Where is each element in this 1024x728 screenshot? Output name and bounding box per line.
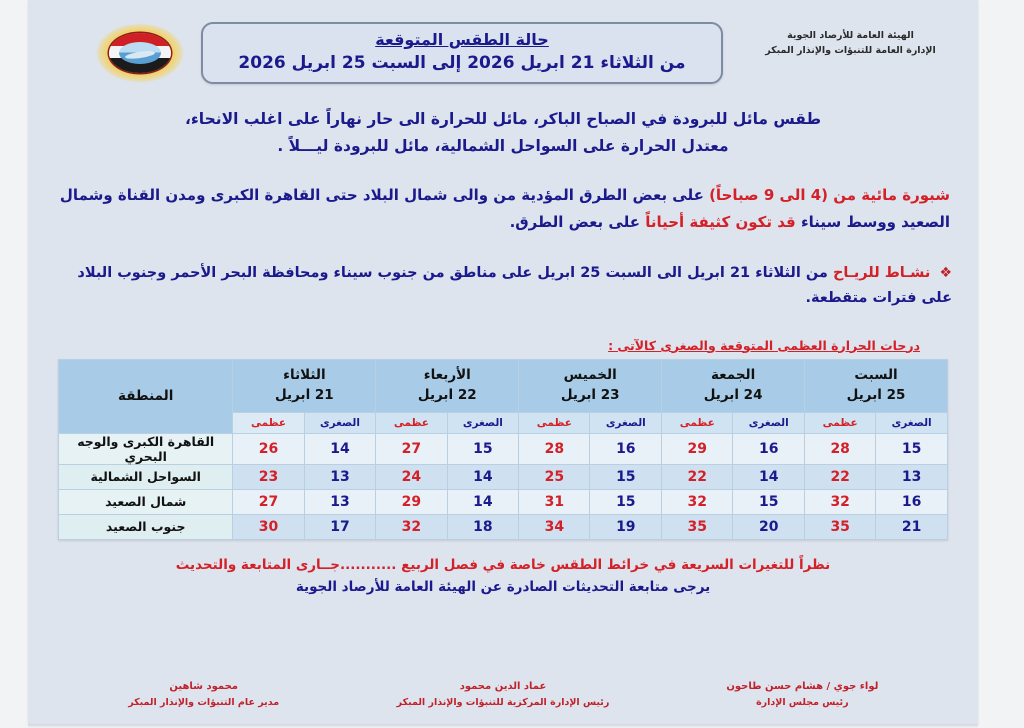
cell-min: 20: [733, 514, 805, 539]
signature-name: محمود شاهين: [169, 680, 238, 692]
footer-notes: [50, 554, 956, 600]
cell-max: 26: [233, 433, 304, 464]
day-date: 25 ابريل: [846, 386, 906, 403]
fog-paragraph-text: على بعض الطرق المؤدية من والى شمال البلاد حتى القاهرة الكبرى ومدن القناة وشمال الصعيد ووسط سيناء: [59, 186, 950, 231]
cell-max: 27: [233, 489, 304, 514]
wind-paragraph-text: من الثلاثاء 21 ابريل الى السبت 25 ابريل على مناطق من جنوب سيناء ومحافظة البحر الأحمر وجنوب البلاد على فترات متقطعة.: [77, 264, 952, 307]
day-header-thursday: [519, 359, 662, 412]
cell-min: 13: [304, 464, 376, 489]
title-box: [201, 22, 723, 84]
general-weather-line-2: معتدل الحرارة على السواحل الشمالية، مائل للبرودة ليـــلاً .: [277, 137, 729, 156]
cell-max: 24: [376, 464, 447, 489]
region-label: السواحل الشمالية: [59, 464, 233, 489]
region-label: شمال الصعيد: [59, 489, 233, 514]
cell-max: 34: [519, 514, 590, 539]
egypt-meteorological-authority-logo-icon: [92, 22, 188, 84]
cell-min: 14: [304, 433, 376, 464]
day-name: الخميس: [563, 366, 617, 383]
fog-paragraph-tail: على بعض الطرق.: [509, 212, 640, 231]
sub-header-min-tuesday: الصغرى: [304, 412, 376, 433]
day-header-tuesday: [233, 359, 376, 412]
signature-chairman: [653, 679, 952, 710]
diamond-bullet-icon: ❖: [939, 264, 952, 281]
day-date: 21 ابريل: [274, 386, 334, 403]
temperature-table-caption: درجات الحرارة العظمى المتوقعة والصغرى كالآتى :: [608, 337, 920, 353]
fog-time-highlight: شبورة مائية من (4 الى 9 صباحاً): [709, 186, 950, 205]
cell-max: 22: [805, 464, 876, 489]
signature-name: لواء جوي / هشام حسن طاحون: [726, 680, 879, 692]
organization-line-1: الهيئة العامة للأرصاد الجوية: [787, 30, 914, 41]
table-header-days-row: [59, 359, 948, 412]
general-weather-paragraph: [50, 106, 956, 160]
sub-header-max-friday: عظمى: [662, 412, 733, 433]
sub-header-max-saturday: عظمى: [805, 412, 876, 433]
forecast-page: [28, 0, 978, 724]
cell-min: 16: [590, 433, 662, 464]
cell-min: 17: [304, 514, 376, 539]
cell-max: 31: [519, 489, 590, 514]
day-name: الثلاثاء: [283, 366, 326, 383]
sub-header-max-thursday: عظمى: [519, 412, 590, 433]
wind-activity-highlight: نشـاط للريـاح: [832, 264, 931, 281]
sub-header-min-friday: الصغرى: [733, 412, 805, 433]
signature-name: عماد الدين محمود: [459, 680, 547, 692]
cell-max: 35: [662, 514, 733, 539]
signature-forecast-director: [54, 679, 353, 710]
wind-paragraph: [50, 261, 956, 312]
cell-max: 27: [376, 433, 447, 464]
cell-min: 14: [447, 464, 519, 489]
cell-max: 29: [376, 489, 447, 514]
emblem-oval-icon: [109, 33, 171, 73]
cell-max: 30: [233, 514, 304, 539]
cell-min: 15: [733, 489, 805, 514]
cell-min: 14: [733, 464, 805, 489]
cell-min: 16: [733, 433, 805, 464]
temperature-table: [58, 359, 948, 540]
cell-min: 16: [876, 489, 948, 514]
signature-role: رئيس الإدارة المركزية للتنبؤات والإنذار المبكر: [396, 696, 610, 708]
cell-min: 15: [447, 433, 519, 464]
sub-header-min-saturday: الصغرى: [876, 412, 948, 433]
page-title: حالة الطقس المتوقعة: [375, 30, 549, 49]
signature-central-admin-head: [353, 679, 652, 710]
cell-max: 32: [805, 489, 876, 514]
cell-max: 35: [805, 514, 876, 539]
organization-name: [743, 29, 958, 58]
cell-min: 13: [304, 489, 376, 514]
cell-max: 32: [376, 514, 447, 539]
cell-min: 18: [447, 514, 519, 539]
note-line-2: يرجى متابعة التحديثات الصادرة عن الهيئة العامة للأرصاد الجوية: [295, 579, 711, 596]
cell-min: 21: [876, 514, 948, 539]
note-line-1: نظراً للتغيرات السريعة في خرائط الطقس خاصة في فصل الربيع ...........جــارى المتابعة والتحديث: [175, 556, 831, 573]
cell-min: 13: [876, 464, 948, 489]
day-name: السبت: [854, 366, 898, 383]
cell-max: 28: [805, 433, 876, 464]
cell-min: 15: [876, 433, 948, 464]
day-date: 24 ابريل: [703, 386, 763, 403]
region-label: جنوب الصعيد: [59, 514, 233, 539]
organization-line-2: الإدارة العامة للتنبؤات والإنذار المبكر: [765, 44, 936, 56]
day-date: 22 ابريل: [417, 386, 477, 403]
cell-max: 25: [519, 464, 590, 489]
sub-header-min-wednesday: الصغرى: [447, 412, 519, 433]
day-header-wednesday: [376, 359, 519, 412]
signature-role: مدير عام التنبؤات والإنذار المبكر: [128, 696, 280, 708]
forecast-date-range: من الثلاثاء 21 ابريل 2026 إلى السبت 25 ابريل 2026: [238, 52, 686, 73]
sub-header-max-tuesday: عظمى: [233, 412, 304, 433]
cell-max: 28: [519, 433, 590, 464]
day-header-friday: [662, 359, 805, 412]
cell-max: 32: [662, 489, 733, 514]
table-row: [59, 489, 948, 514]
fog-paragraph: [50, 182, 956, 235]
day-header-saturday: [805, 359, 948, 412]
cell-min: 15: [590, 464, 662, 489]
day-name: الجمعة: [710, 366, 756, 383]
cell-max: 23: [233, 464, 304, 489]
cell-max: 22: [662, 464, 733, 489]
region-label: القاهرة الكبرى والوجه البحري: [59, 433, 233, 464]
cell-min: 15: [590, 489, 662, 514]
region-column-header: المنطقة: [59, 359, 233, 433]
table-row: [59, 464, 948, 489]
table-row: [59, 433, 948, 464]
cell-max: 29: [662, 433, 733, 464]
day-date: 23 ابريل: [560, 386, 620, 403]
general-weather-line-1: طقس مائل للبرودة في الصباح الباكر، مائل للحرارة الى حار نهاراً على اغلب الانحاء،: [184, 110, 822, 128]
cell-min: 19: [590, 514, 662, 539]
signature-row: [28, 679, 978, 710]
day-name: الأربعاء: [423, 366, 471, 383]
cell-min: 14: [447, 489, 519, 514]
sub-header-min-thursday: الصغرى: [590, 412, 662, 433]
fog-density-highlight: قد تكون كثيفة أحياناً: [645, 212, 796, 231]
table-row: [59, 514, 948, 539]
sub-header-max-wednesday: عظمى: [376, 412, 447, 433]
temperature-table-body: [59, 433, 948, 539]
signature-role: رئيس مجلس الإدارة: [756, 696, 849, 708]
page-header: [28, 0, 978, 100]
forecast-body: [28, 106, 978, 599]
